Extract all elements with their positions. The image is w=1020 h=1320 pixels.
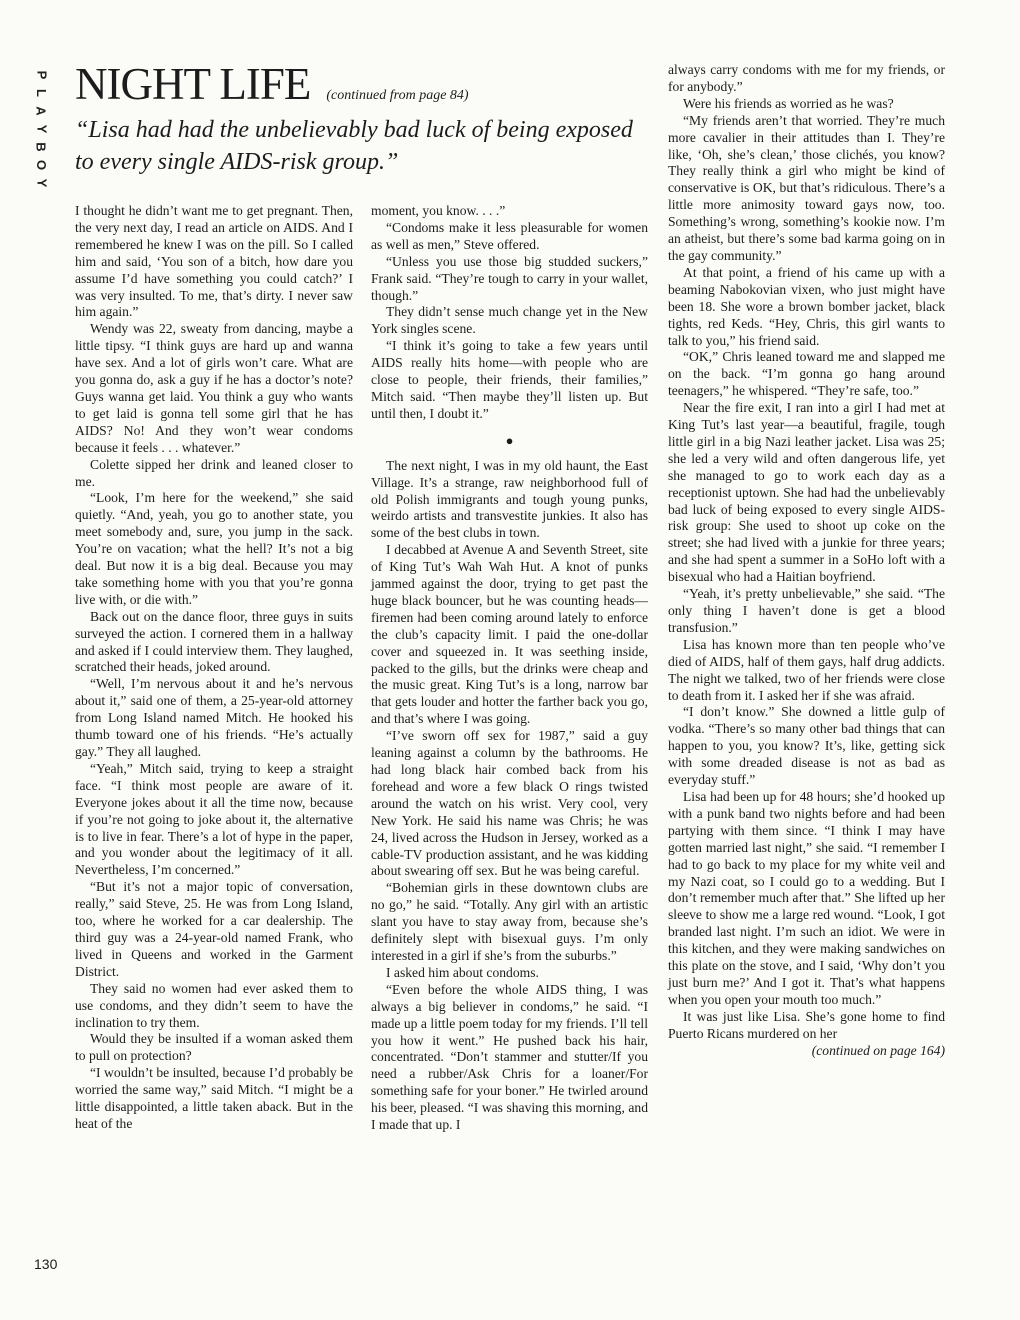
magazine-letter: Y (33, 178, 49, 188)
article-column-3 (668, 62, 945, 1059)
paragraph: “Yeah, it’s pretty unbelievable,” she said. “The only thing I haven’t done is get a blood transfusion.” (668, 586, 945, 635)
headline (75, 58, 469, 110)
article-column-1 (75, 203, 353, 1133)
paragraph: Lisa had been up for 48 hours; she’d hooked up with a punk band two nights before and had been partying with them since. “I think I may have gotten married last night,” she said. “I remember I had to go back to my place for my white veil and my Nazi coat, so I could go to a wedding. But I don’t remember much after that.” She lifted up her sleeve to show me a large red wound. “Look, I got branded last night. I’m such an idiot. We were in this kitchen, and they were making sandwiches on this plate on the stove, and I said, ‘Why don’t you just burn me?’ And I got it. That’s what happens when you open your mouth too much.” (668, 788, 945, 1007)
paragraph: At that point, a friend of his came up with a beaming Nabokovian vixen, who just might have been 18. She wore a brown bomber jacket, black tights, red Keds. “Hey, Chris, this girl wants to talk to you,” his friend said. (668, 264, 945, 348)
paragraph: “I think it’s going to take a few years until AIDS really hits home—with people who are close to people, their friends, their families,” Mitch said. “Then maybe they’ll listen up. But until then, I doubt it.” (371, 338, 648, 421)
paragraph: “Unless you use those big studded suckers,” Frank said. “They’re tough to carry in your wallet, though.” (371, 253, 648, 303)
paragraph: “Even before the whole AIDS thing, I was always a big believer in condoms,” he said. “I made up a little poem today for my friends. I’ll tell you how it went.” He pushed back his hair, concentrated. “Don’t stammer and stutter/If you need a rubber/Ask Chris for a loaner/For something safe for your boner.” He twirled around his beer, pleased. “I was shaving this morning, and I made that up. I (371, 981, 648, 1133)
continued-on-note: (continued on page 164) (811, 1042, 945, 1058)
section-break-ornament: ● (505, 432, 514, 448)
magazine-letter: B (33, 142, 49, 152)
paragraph: “Condoms make it less pleasurable for women as well as men,” Steve offered. (371, 219, 648, 252)
paragraph: Colette sipped her drink and leaned closer to me. (75, 456, 353, 489)
magazine-letter: A (33, 106, 49, 116)
paragraph: “But it’s not a major topic of conversation, really,” said Steve, 25. He was from Long Island, too, where he worked for a car dealership. The third guy was a 24-year-old named Frank, who lived in Queens and worked in the Garment District. (75, 879, 353, 979)
paragraph: Near the fire exit, I ran into a girl I had met at King Tut’s last year—a beautiful, fragile, tough little girl in a big Nazi leather jacket. Lisa was 25; she led a very wild and often dangerous life, yet she managed to go to work each day as a receptionist uptown. She had had the unbelievably bad luck of being exposed to every single AIDS-risk group: She used to shoot up coke on the street; she had lived with a junkie for three years; and she had spent a summer in a SoHo loft with a bisexual who had a Haitian boyfriend. (668, 400, 945, 585)
paragraph: “I’ve sworn off sex for 1987,” said a guy leaning against a column by the bathrooms. He had long black hair combed back from his forehead and wore a few black O rings twisted around the watch on his wrist. Very cool, very New York. He said his name was Chris; he was 24, lived across the Hudson in Jersey, worked as a cable-TV production assistant, and he was kidding about swearing off sex. But he was being careful. (371, 728, 648, 879)
magazine-letter: O (34, 159, 49, 171)
paragraph: “Yeah,” Mitch said, trying to keep a straight face. “I think most people are aware of it. Everyone jokes about it all the time now, because if you’re not going to joke about it, the alternative is to live in fear. There’s a lot of hype in the paper, and you wonder about the legitimacy of it all. Nevertheless, I’m concerned.” (75, 760, 353, 878)
paragraph: “Bohemian girls in these downtown clubs are no go,” he said. “Totally. Any girl with an artistic slant you have to stay away from, because she’s definitely slept with bisexual guys. I’m only interested in a girl if she’s from the suburbs.” (371, 880, 648, 963)
paragraph: I thought he didn’t want me to get pregnant. Then, the very next day, I read an article on AIDS. And I remembered he knew I was on the pill. So I called him and said, ‘You son of a bitch, how dare you assume I’d have something you could catch?’ I was very insulted. To me, that’s dirty. I never saw him again.” (75, 203, 353, 320)
article-column-2 (371, 203, 648, 1134)
section-title: NIGHT LIFE (75, 59, 311, 109)
magazine-letter: Y (33, 124, 49, 134)
paragraph: Back out on the dance floor, three guys in suits surveyed the action. I cornered them in a hallway and asked if I could interview them. They laughed, scratched their heads, joked around. (75, 608, 353, 675)
paragraph: “OK,” Chris leaned toward me and slapped me on the back. “I’m gonna go hang around teenagers,” he whispered. “They’re safe, too.” (668, 349, 945, 399)
paragraph: They said no women had ever asked them to use condoms, and they didn’t seem to have the inclination to try them. (75, 980, 353, 1030)
paragraph: I asked him about condoms. (386, 964, 539, 980)
continued-from-note: (continued from page 84) (326, 88, 469, 103)
paragraph: The next night, I was in my old haunt, the East Village. It’s a strange, raw neighborhood full of old Polish immigrants and tough young punks, weirdo artists and transvestite junkies. It also has some of the best clubs in town. (371, 457, 648, 541)
paragraph: Wendy was 22, sweaty from dancing, maybe a little tipsy. “I think guys are hard up and wanna have sex. And a lot of girls won’t care. What are you gonna do, ask a guy if he has a doctor’s note? Guys wanna get laid. You think a guy who wants to get laid is gonna tell some girl that he has AIDS? No! And they won’t wear condoms because it feels . . . whatever.” (75, 321, 353, 455)
paragraph: Lisa has known more than ten people who’ve died of AIDS, half of them gays, half drug addicts. The night we talked, two of her friends were close to death from it. I asked her if she was afraid. (668, 636, 945, 703)
paragraph: It was just like Lisa. She’s gone home to find Puerto Ricans murdered on her (668, 1008, 945, 1041)
paragraph: Were his friends as worried as he was? (683, 95, 894, 111)
paragraph: I decabbed at Avenue A and Seventh Street, site of King Tut’s Wah Wah Hut. A knot of punks jammed against the door, trying to get past the huge black bouncer, but he was counting heads—firemen had been coming around lately to enforce the club’s capacity limit. I paid the one-dollar cover and squeezed in. It was seething inside, packed to the gills, but the drinks were cheap and the music great. King Tut’s is a long, narrow bar that gets louder and hotter the farther back you go, and that’s where I was going. (371, 542, 648, 727)
paragraph: “My friends aren’t that worried. They’re much more cavalier in their attitudes than I. They’re like, ‘Oh, she’s clean,’ those clichés, you know? They really think a girl who might be kind of conservative is OK, but that’s ridiculous. There’s a little more animosity toward gays now, too. Something’s wrong, something’s kookie now. I’m an atheist, but there’s some bad karma going on in the gay community.” (668, 112, 945, 263)
magazine-letter: P (33, 70, 49, 80)
paragraph: “I don’t know.” She downed a little gulp of vodka. “There’s so many other bad things that can happen to you, you know? It’s, like, getting sick with some dreaded disease is not as bad as everyday stuff.” (668, 704, 945, 788)
page-number: 130 (34, 1256, 58, 1272)
pull-quote: “Lisa had had the unbelievably bad luck of being exposed to every single AIDS-risk group.” (75, 117, 633, 175)
magazine-letter: L (33, 89, 49, 97)
paragraph: Would they be insulted if a woman asked them to pull on protection? (75, 1031, 353, 1064)
paragraph: They didn’t sense much change yet in the New York singles scene. (371, 304, 648, 337)
paragraph: “I wouldn’t be insulted, because I’d probably be worried the same way,” said Mitch. “I might be a little disappointed, a little taken aback. But in the heat of the (75, 1065, 353, 1131)
magazine-vertical-label (33, 66, 49, 192)
paragraph: “Well, I’m nervous about it and he’s nervous about it,” said one of them, a 25-year-old attorney from Long Island named Mitch. He hooked his thumb toward one of his friends. “He’s actually gay.” They all laughed. (75, 676, 353, 759)
paragraph: “Look, I’m here for the weekend,” she said quietly. “And, yeah, you go to another state, you meet somebody and, sure, you jump in the sack. You’re on vacation; what the hell? It’s not a big deal. But now it is a big deal. Because you may take something home with you that you’re gonna live with, or die with.” (75, 490, 353, 607)
paragraph: always carry condoms with me for my friends, or for anybody.” (668, 62, 945, 94)
paragraph: moment, you know. . . .” (371, 203, 506, 218)
